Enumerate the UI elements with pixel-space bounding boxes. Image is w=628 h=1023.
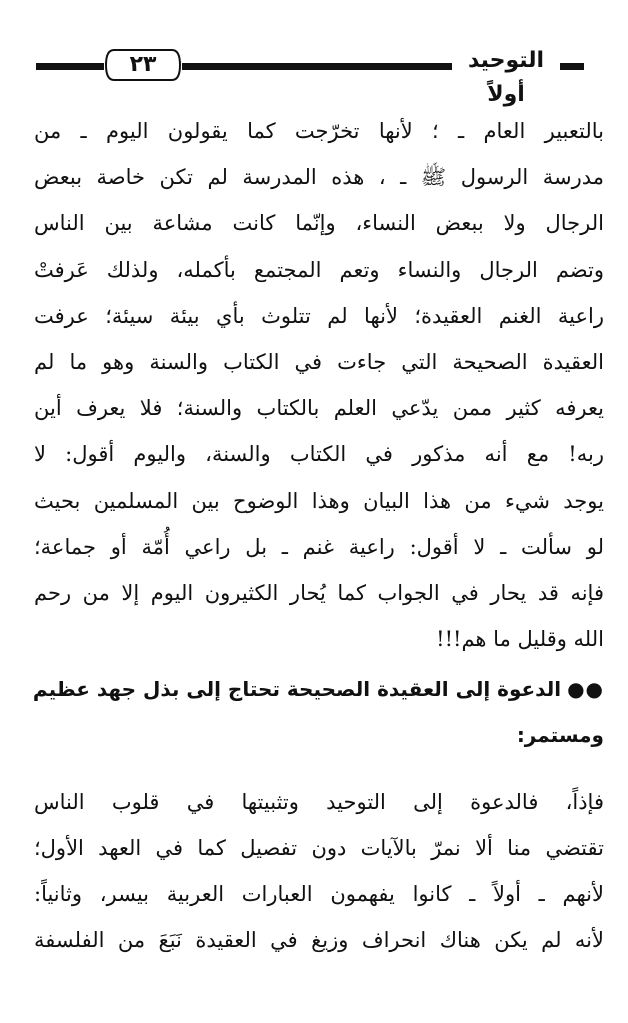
text-line: الله وقليل ما هم!!! bbox=[436, 627, 604, 652]
text-line: بالتعبير العام ـ ؛ لأنها تخرّجت كما يقولون اليوم ـ من bbox=[34, 119, 604, 143]
header-rule-left bbox=[36, 63, 104, 70]
running-title: التوحيد أولاً bbox=[467, 48, 545, 107]
text-line: ربه! مع أنه مذكور في الكتاب والسنة، واليوم أقول: لا bbox=[34, 442, 604, 467]
text-line: لأنهم ـ أولاً ـ كانوا يفهمون العبارات العربية بيسر، وثانياً: bbox=[34, 882, 604, 906]
text-line: لأنه لم يكن هناك انحراف وزيغ في العقيدة نَبَعَ من الفلسفة bbox=[34, 928, 604, 953]
paragraph-spacer bbox=[34, 759, 604, 779]
text-line: مدرسة الرسول ﷺ ـ ، هذه المدرسة لم تكن خاصة ببعض bbox=[34, 165, 604, 190]
double-bullet-icon: ●● bbox=[567, 677, 604, 702]
text-line: يعرفه كثير ممن يدّعي العلم بالكتاب والسنة؛ فلا يعرف أين bbox=[34, 396, 604, 421]
header-rule-middle bbox=[182, 63, 452, 70]
text-line: فإنه قد يحار في الجواب كما يُحار الكثيرون اليوم إلا من رحم bbox=[34, 580, 604, 605]
text-line: لو سألت ـ لا أقول: راعية غنم ـ بل راعي أُمّة أو جماعة؛ bbox=[34, 534, 604, 559]
page-number: ٢٣ bbox=[129, 52, 157, 77]
page-header bbox=[32, 40, 598, 107]
body-text bbox=[34, 108, 604, 963]
text-line: الرجال ولا ببعض النساء، وإنّما كانت مشاعة بين الناس bbox=[34, 211, 604, 236]
text-line: راعية الغنم العقيدة؛ لأنها لم تتلوث بأي بيئة سيئة؛ عرفت bbox=[34, 303, 604, 328]
text-line: العقيدة الصحيحة التي جاءت في الكتاب والسنة وهو ما لم bbox=[34, 349, 604, 374]
heading-text: ومستمر: bbox=[516, 723, 604, 748]
page-number-frame bbox=[104, 45, 182, 85]
paragraph-2 bbox=[34, 779, 604, 964]
heading-text: الدعوة إلى العقيدة الصحيحة تحتاج إلى بذل جهد عظيم bbox=[32, 677, 562, 702]
header-rule-right bbox=[560, 63, 584, 70]
section-heading bbox=[34, 666, 604, 758]
text-line: تقتضي منا ألا نمرّ بالآيات دون تفصيل كما في العهد الأول؛ bbox=[34, 835, 604, 860]
text-line: فإذاً، فالدعوة إلى التوحيد وتثبيتها في قلوب الناس bbox=[34, 789, 604, 814]
text-line: يوجد شيء من هذا البيان وهذا الوضوح بين المسلمين بحيث bbox=[34, 488, 604, 513]
paragraph-1 bbox=[34, 108, 604, 662]
text-line: وتضم الرجال والنساء وتعم المجتمع بأكمله، ولذلك عَرفتْ bbox=[34, 257, 604, 282]
